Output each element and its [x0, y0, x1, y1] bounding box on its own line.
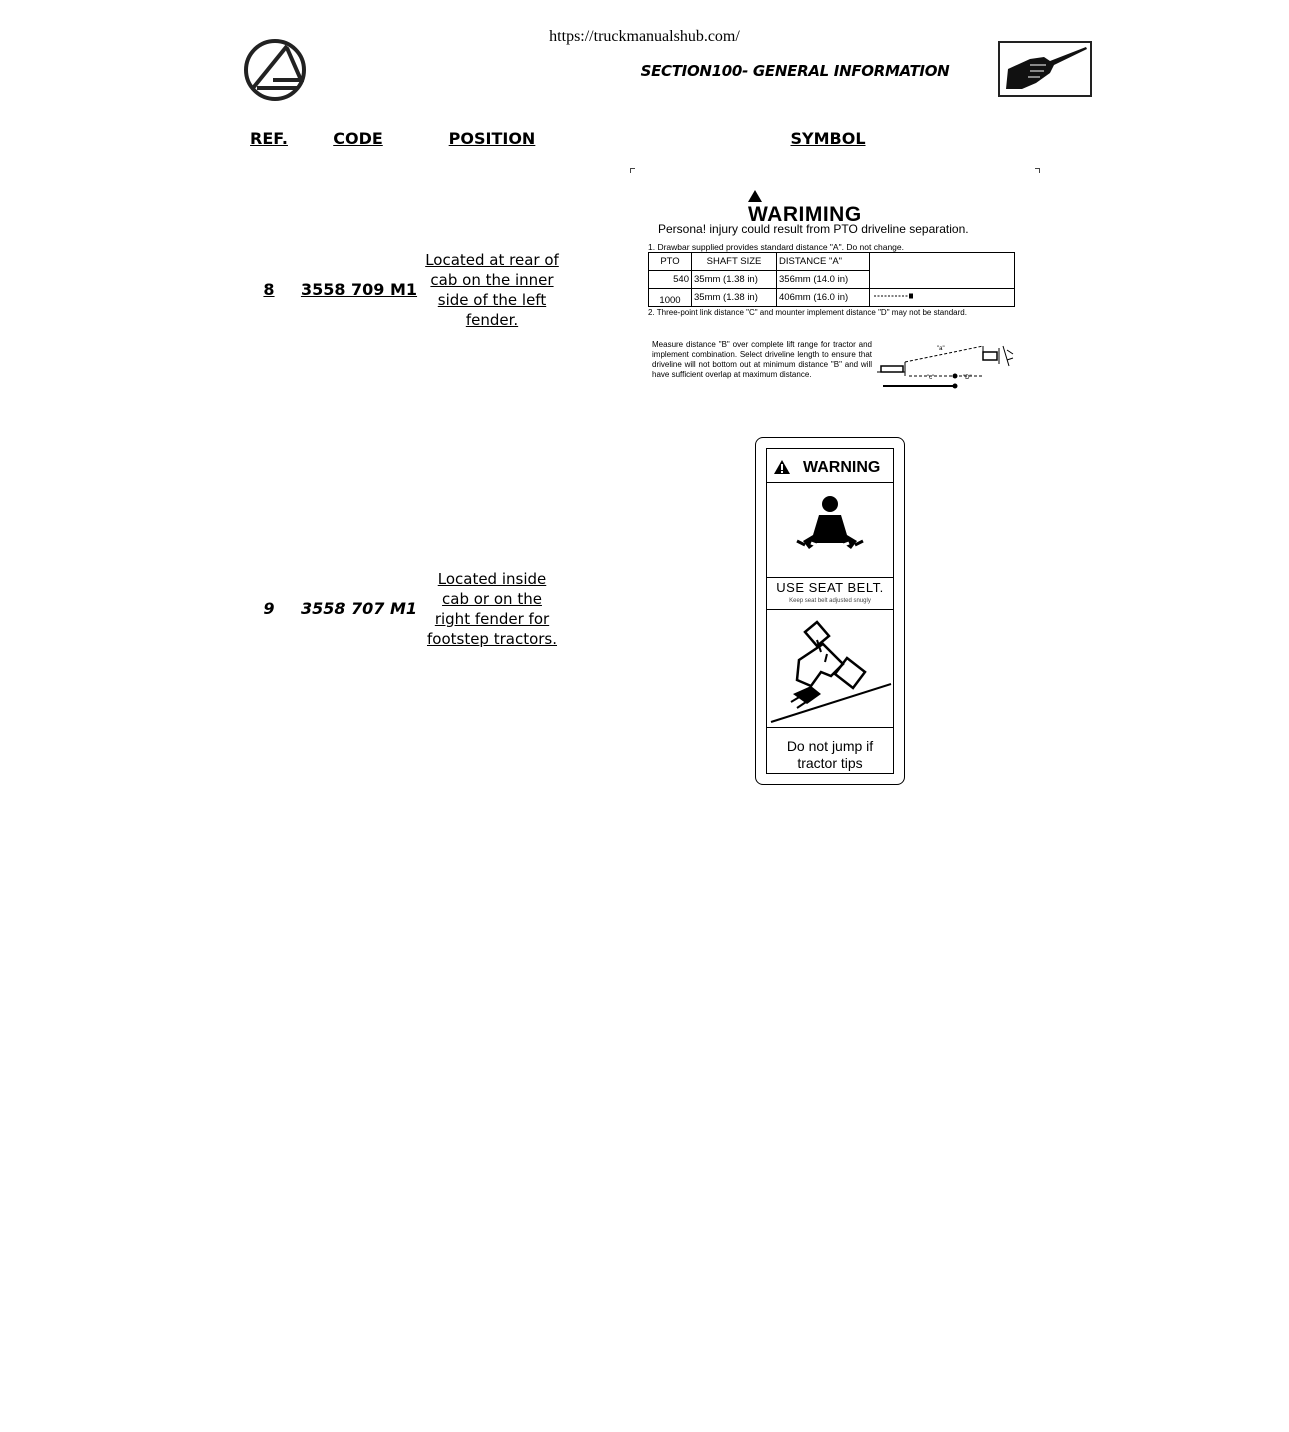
jump-warning-text: Do not jump if tractor tips [786, 738, 874, 771]
table-header: SHAFT SIZE [692, 253, 777, 271]
row-code: 3558 709 M1 [300, 280, 418, 299]
table-cell: 356mm (14.0 in) [777, 271, 870, 289]
tractor-rollover-icon [767, 610, 893, 728]
decal-title: WARNING [803, 459, 881, 476]
pto-warning-decal [630, 168, 1040, 403]
table-cell: 406mm (16.0 in) [777, 289, 870, 307]
table-header: DISTANCE "A" [777, 253, 870, 271]
warning-triangle-icon [748, 190, 762, 202]
diagram-label: "c" [927, 375, 935, 381]
column-header-position: POSITION [448, 129, 536, 148]
distance-indicator [870, 289, 1015, 307]
row-code: 3558 707 M1 [300, 599, 418, 618]
decal-note: 1. Drawbar supplied provides standard distance "A". Do not change. [648, 242, 904, 252]
warning-triangle-icon [773, 459, 791, 479]
row-ref: 9 [263, 599, 275, 618]
seated-person-icon [767, 483, 893, 578]
column-header-ref: REF. [250, 129, 288, 148]
source-url: https://truckmanualshub.com/ [549, 28, 740, 45]
pto-table [648, 252, 1015, 307]
table-cell: 35mm (1.38 in) [692, 289, 777, 307]
table-cell: 540 [649, 271, 692, 289]
row-position: Located inside cab or on the right fender for footstep tractors. [426, 570, 558, 648]
table-header: PTO [649, 253, 692, 271]
row-ref: 8 [263, 280, 275, 299]
diagram-label: "D" [963, 375, 972, 381]
table-cell: 35mm (1.38 in) [692, 271, 777, 289]
diagram-label: "a" [937, 346, 945, 352]
section-title: SECTION100- GENERAL INFORMATION [640, 62, 950, 80]
decal-paragraph: Measure distance "B" over complete lift range for tractor and implement combination. Select driveline length to ensure that driveline will not bottom out at minimum distance "B" and will have sufficient overlap at maximum distance. [652, 340, 872, 379]
column-header-code: CODE [333, 129, 383, 148]
decal-title: WARIMING [748, 203, 862, 226]
decal-subtitle: Persona! injury could result from PTO driveline separation. [658, 222, 969, 236]
driveline-diagram-icon [875, 340, 1015, 400]
decal-note: 2. Three-point link distance "C" and mounter implement distance "D" may not be standard. [648, 308, 967, 317]
brand-logo-icon [243, 38, 307, 102]
pointing-hand-icon [998, 41, 1092, 97]
row-position: Located at rear of cab on the inner side of the left fender. [425, 251, 559, 329]
table-cell: 1000 [649, 289, 692, 307]
seatbelt-warning-decal [755, 437, 905, 785]
seatbelt-label: USE SEAT BELT. [776, 580, 884, 595]
seatbelt-sublabel: Keep seat belt adjusted snugly [789, 598, 871, 604]
column-header-symbol: SYMBOL [790, 129, 866, 148]
